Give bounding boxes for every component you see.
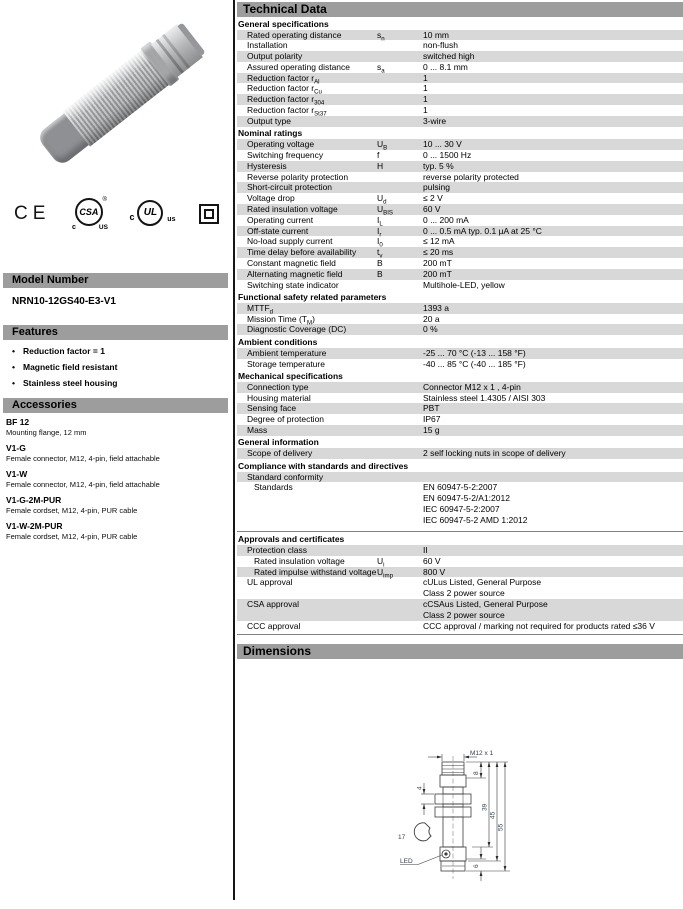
spec-label: Mission Time $(T_M)$ <box>247 313 315 327</box>
spec-row <box>237 621 683 632</box>
spec-label: Rated operating distance <box>247 29 342 40</box>
spec-label: Reduction factor $r_{St37}$ <box>247 105 327 118</box>
spec-value: 0 ... 8.1 mm <box>423 61 468 72</box>
spec-value: -25 ... 70 °C (-13 ... 158 °F) <box>423 347 526 358</box>
spec-symbol: $s_n$ <box>377 29 385 43</box>
spec-section-title: Compliance with standards and directives <box>238 460 409 471</box>
spec-value: 3-wire <box>423 115 447 126</box>
features-header: Features <box>3 325 228 340</box>
spec-row <box>237 448 683 459</box>
technical-data-header: Technical Data <box>237 2 683 17</box>
spec-value: 1 <box>423 94 428 105</box>
spec-row <box>237 51 683 62</box>
spec-label: Reduction factor $r_{304}$ <box>247 94 325 107</box>
spec-label: CCC approval <box>247 620 301 631</box>
spec-value: Connector M12 x 1 , 4-pin <box>423 381 521 392</box>
spec-value: ≤ 12 mA <box>423 236 455 247</box>
features-list <box>12 343 117 391</box>
dimension-drawing <box>237 659 683 909</box>
svg-text:17: 17 <box>398 834 406 842</box>
svg-text:LED: LED <box>400 858 413 866</box>
spec-label: Output type <box>247 115 291 126</box>
spec-section-title: Mechanical specifications <box>238 370 343 381</box>
spec-label: Assured operating distance <box>247 61 351 72</box>
spec-row <box>237 62 683 73</box>
dimensions-header: Dimensions <box>237 644 683 659</box>
spec-row <box>237 567 683 578</box>
spec-value: 10 mm <box>423 29 449 40</box>
spec-value: 0 ... 200 mA <box>423 214 469 225</box>
spec-section-title: Ambient conditions <box>238 336 318 347</box>
spec-label: Degree of protection <box>247 414 325 425</box>
spec-symbol: $I_r$ <box>377 225 382 239</box>
spec-value: 2 self locking nuts in scope of delivery <box>423 448 566 459</box>
svg-text:4: 4 <box>416 786 424 791</box>
spec-value: CCC approval / marking not required for products rated ≤36 V <box>423 620 655 631</box>
spec-symbol: $U_d$ <box>377 193 387 206</box>
spec-value: 60 V <box>423 555 441 566</box>
technical-data-column <box>237 0 683 909</box>
spec-row <box>237 425 683 436</box>
accessory-item <box>6 521 228 542</box>
spec-symbol: $I_0$ <box>377 236 383 250</box>
spec-value: switched high <box>423 51 475 62</box>
spec-value: 200 mT <box>423 257 452 268</box>
spec-value: pulsing <box>423 182 450 193</box>
spec-label: Connection type <box>247 381 309 392</box>
spec-row <box>237 193 683 204</box>
spec-value: -40 ... 85 °C (-40 ... 185 °F) <box>423 358 526 369</box>
spec-value: 1 <box>423 72 428 83</box>
thread-dimension <box>428 750 494 761</box>
spec-label: Alternating magnetic field <box>247 268 343 279</box>
accessory-item <box>6 469 228 490</box>
spec-row <box>237 545 683 556</box>
spec-row <box>237 226 683 237</box>
spec-label: Scope of delivery <box>247 448 313 459</box>
spec-value: non-flush <box>423 40 458 51</box>
accessory-description: Female connector, M12, 4-pin, field attachable <box>6 480 160 489</box>
spec-label: Diagnostic Coverage (DC) <box>247 324 347 335</box>
spec-section <box>237 369 683 435</box>
spec-section <box>237 459 683 525</box>
accessory-item <box>6 443 228 464</box>
spec-value: 0 ... 1500 Hz <box>423 149 472 160</box>
spec-label: Short-circuit protection <box>247 182 333 193</box>
spec-value: typ. 5 % <box>423 160 454 171</box>
product-photo <box>14 6 219 188</box>
spec-row <box>237 556 683 567</box>
svg-text:39: 39 <box>481 804 489 812</box>
spec-row <box>237 403 683 414</box>
spec-value: 20 a <box>423 313 440 324</box>
accessory-description: Female cordset, M12, 4-pin, PUR cable <box>6 532 138 541</box>
svg-text:45: 45 <box>489 812 497 820</box>
spec-section-title: General information <box>238 437 319 448</box>
spec-value: 200 mT <box>423 268 452 279</box>
wrench-flats-symbol <box>398 823 431 841</box>
spec-value: ≤ 20 ms <box>423 247 454 258</box>
model-number-header: Model Number <box>3 273 228 288</box>
spec-symbol: $t_v$ <box>377 247 383 260</box>
spec-value: Multihole-LED, yellow <box>423 279 505 290</box>
spec-label: Voltage drop <box>247 193 295 204</box>
spec-row <box>237 139 683 150</box>
spec-value: 800 V <box>423 566 446 577</box>
accessory-name: V1-G <box>6 443 26 453</box>
spec-row <box>237 247 683 258</box>
spec-row <box>237 599 683 621</box>
spec-value: 10 ... 30 V <box>423 139 462 150</box>
spec-row <box>237 161 683 172</box>
spec-section <box>237 335 683 369</box>
spec-symbol: B <box>377 268 383 279</box>
feature-item: • Magnetic field resistant <box>12 359 117 375</box>
spec-section-title: Approvals and certificates <box>238 534 345 545</box>
spec-section <box>237 531 683 632</box>
spec-label: Operating current <box>247 214 314 225</box>
svg-text:55: 55 <box>497 824 505 832</box>
accessory-item <box>6 495 228 516</box>
spec-section <box>237 17 683 127</box>
spec-value: 15 g <box>423 425 440 435</box>
spec-row <box>237 359 683 370</box>
spec-row <box>237 314 683 325</box>
ce-mark-icon: CE <box>14 203 51 224</box>
spec-label: Reverse polarity protection <box>247 171 349 182</box>
nut-thickness-dimension <box>417 783 435 815</box>
accessory-description: Female cordset, M12, 4-pin, PUR cable <box>6 506 138 515</box>
spec-label: $MTTF_d$ <box>247 302 274 316</box>
spec-row <box>237 116 683 127</box>
spec-symbol: $I_L$ <box>377 214 383 228</box>
feature-item: • Reduction factor = 1 <box>12 343 117 359</box>
spec-label: Standards <box>254 482 293 493</box>
spec-value: reverse polarity protected <box>423 171 519 182</box>
spec-row <box>237 269 683 280</box>
spec-row <box>237 577 683 599</box>
spec-label: Rated impulse withstand voltage <box>254 566 377 577</box>
spec-row <box>237 204 683 215</box>
spec-symbol: B <box>377 257 383 268</box>
spec-value: EN 60947-5-2:2007 EN 60947-5-2/A1:2012 IEC 60947-5-2:2007 IEC 60947-5-2 AMD 1:2012 <box>423 482 528 525</box>
spec-section-title: Nominal ratings <box>238 128 303 139</box>
spec-value: 0 % <box>423 324 438 335</box>
spec-row <box>237 215 683 226</box>
spec-value: cULus Listed, General Purpose Class 2 power source <box>423 577 542 599</box>
length-dimensions <box>466 762 510 881</box>
spec-row <box>237 73 683 84</box>
sensor-image <box>35 23 204 168</box>
spec-row <box>237 280 683 291</box>
spec-section <box>237 127 683 291</box>
spec-table <box>237 17 683 631</box>
spec-label: Output polarity <box>247 51 303 62</box>
spec-row <box>237 94 683 105</box>
accessory-name: BF 12 <box>6 417 30 427</box>
spec-value: 1 <box>423 83 428 94</box>
spec-value: ≤ 2 V <box>423 193 443 204</box>
spec-row <box>237 482 683 525</box>
accessories-header: Accessories <box>3 398 228 413</box>
spec-section <box>237 290 683 335</box>
spec-value: PBT <box>423 403 440 414</box>
accessory-name: V1-W-2M-PUR <box>6 521 63 531</box>
spec-label: Rated insulation voltage <box>247 203 338 214</box>
spec-label: Time delay before availability <box>247 247 357 258</box>
spec-symbol: $U_{BIS}$ <box>377 203 393 217</box>
feature-item: • Stainless steel housing <box>12 375 117 391</box>
spec-row <box>237 30 683 41</box>
spec-row <box>237 83 683 97</box>
spec-label: Standard conformity <box>247 471 324 482</box>
spec-label: Protection class <box>247 545 307 556</box>
csa-mark-icon: CSA ® c US <box>71 197 108 231</box>
accessory-name: V1-W <box>6 469 28 479</box>
spec-row <box>237 303 683 314</box>
spec-value: II <box>423 545 428 556</box>
accessory-description: Female connector, M12, 4-pin, field attachable <box>6 454 160 463</box>
spec-row <box>237 393 683 404</box>
spec-value: 1 <box>423 105 428 116</box>
spec-label: Reduction factor $r_{Al}$ <box>247 72 320 86</box>
spec-label: Housing material <box>247 392 311 403</box>
spec-label: Constant magnetic field <box>247 257 336 268</box>
spec-row <box>237 236 683 250</box>
left-column <box>0 0 233 900</box>
spec-section <box>237 436 683 459</box>
spec-row <box>237 382 683 393</box>
spec-row <box>237 258 683 269</box>
dimension-drawing-svg <box>380 749 580 909</box>
cul-us-mark-icon: c UL us <box>129 198 177 230</box>
column-divider <box>233 0 235 900</box>
spec-label: Hysteresis <box>247 160 287 171</box>
spec-row <box>237 105 683 116</box>
spec-label: Switching state indicator <box>247 279 339 290</box>
accessories-list <box>6 417 228 547</box>
svg-text:8: 8 <box>473 771 480 776</box>
spec-value: 1393 a <box>423 302 449 313</box>
accessory-description: Mounting flange, 12 mm <box>6 428 87 437</box>
spec-label: Storage temperature <box>247 358 325 369</box>
spec-symbol: $U_i$ <box>377 555 385 569</box>
accessory-name: V1-G-2M-PUR <box>6 495 62 505</box>
spec-label: CSA approval <box>247 599 299 610</box>
spec-label: Installation <box>247 40 288 51</box>
spec-label: Off-state current <box>247 225 309 236</box>
spec-row <box>237 150 683 161</box>
spec-value: IP67 <box>423 414 441 425</box>
spec-symbol: $U_B$ <box>377 139 388 152</box>
svg-text:6: 6 <box>473 864 480 869</box>
spec-section-title: General specifications <box>238 18 329 29</box>
certification-logos <box>14 196 219 232</box>
spec-label: Switching frequency <box>247 149 324 160</box>
spec-label: Reduction factor $r_{Cu}$ <box>247 83 322 97</box>
protection-class-ii-icon <box>199 204 219 224</box>
spec-value: Stainless steel 1.4305 / AISI 303 <box>423 392 546 403</box>
spec-value: cCSAus Listed, General Purpose Class 2 power source <box>423 599 548 620</box>
spec-row <box>237 348 683 359</box>
spec-label: Ambient temperature <box>247 347 327 358</box>
spec-symbol: H <box>377 160 384 171</box>
spec-label: UL approval <box>247 577 293 588</box>
spec-row <box>237 324 683 335</box>
spec-label: Sensing face <box>247 403 297 414</box>
spec-row <box>237 40 683 51</box>
spec-value: 0 ... 0.5 mA typ. 0.1 µA at 25 °C <box>423 225 542 236</box>
led-label <box>400 855 442 865</box>
spec-symbol: $s_a$ <box>377 61 385 75</box>
spec-section-title: Functional safety related parameters <box>238 291 387 302</box>
spec-row <box>237 472 683 483</box>
spec-row <box>237 172 683 183</box>
spec-label: No-load supply current <box>247 236 333 247</box>
spec-row <box>237 182 683 193</box>
spec-value: 60 V <box>423 203 441 214</box>
spec-row <box>237 414 683 425</box>
spec-label: Rated insulation voltage <box>254 555 345 566</box>
spec-symbol: $U_{imp}$ <box>377 566 393 580</box>
spec-symbol: f <box>377 149 380 160</box>
accessory-item <box>6 417 228 438</box>
spec-label: Operating voltage <box>247 139 315 150</box>
model-number: NRN10-12GS40-E3-V1 <box>12 296 116 307</box>
spec-label: Mass <box>247 425 268 435</box>
svg-text:M12 x 1: M12 x 1 <box>470 750 494 758</box>
section-end-rule <box>237 634 683 635</box>
